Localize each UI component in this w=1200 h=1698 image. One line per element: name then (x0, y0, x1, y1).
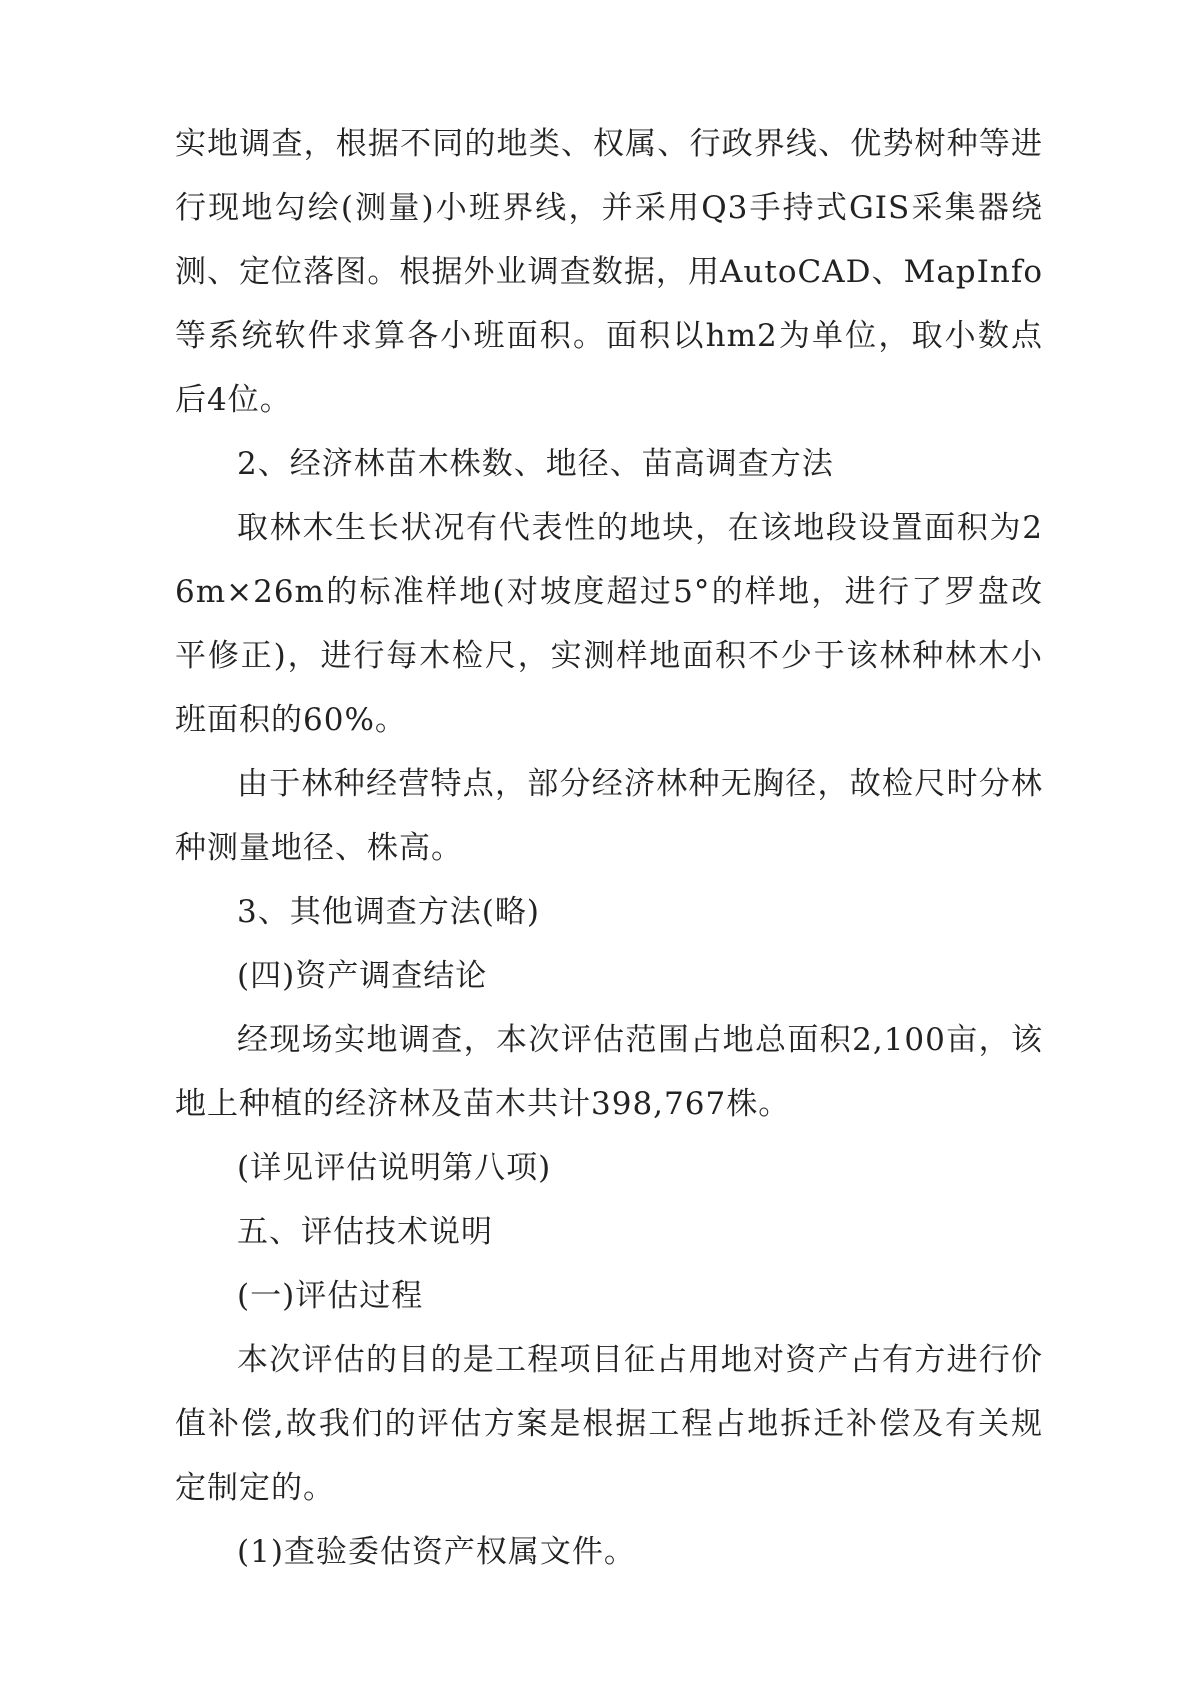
heading-asset-survey-conclusion: (四)资产调查结论 (237, 958, 488, 994)
document-body (175, 112, 1043, 1584)
paragraph-see-item-eight: (详见评估说明第八项) (237, 1150, 552, 1186)
paragraph-survey-conclusion: 经现场实地调查，本次评估范围占地总面积2,100亩，该地上种植的经济林及苗木共计398,767株。 (175, 1022, 1043, 1122)
heading-other-methods: 3、其他调查方法(略) (237, 894, 540, 930)
paragraph-evaluation-purpose: 本次评估的目的是工程项目征占用地对资产占有方进行价值补偿,故我们的评估方案是根据工程占地拆迁补偿及有关规定制定的。 (175, 1342, 1043, 1506)
heading-evaluation-process: (一)评估过程 (237, 1278, 424, 1314)
paragraph-measurement-note: 由于林种经营特点，部分经济林种无胸径，故检尺时分林种测量地径、株高。 (175, 766, 1043, 866)
paragraph-survey-method: 实地调查，根据不同的地类、权属、行政界线、优势树种等进行现地勾绘(测量)小班界线，并采用Q3手持式GIS采集器绕测、定位落图。根据外业调查数据，用AutoCAD、MapInfo等系统软件求算各小班面积。面积以hm2为单位，取小数点后4位。 (175, 126, 1043, 418)
paragraph-sample-plot: 取林木生长状况有代表性的地块，在该地段设置面积为26m×26m的标准样地(对坡度超过5°的样地，进行了罗盘改平修正)，进行每木检尺，实测样地面积不少于该林种林木小班面积的60%。 (175, 510, 1043, 738)
heading-technical-description: 五、评估技术说明 (237, 1214, 493, 1250)
list-item-check-ownership: (1)查验委估资产权属文件。 (237, 1534, 636, 1570)
heading-economic-forest-survey: 2、经济林苗木株数、地径、苗高调查方法 (237, 446, 834, 482)
